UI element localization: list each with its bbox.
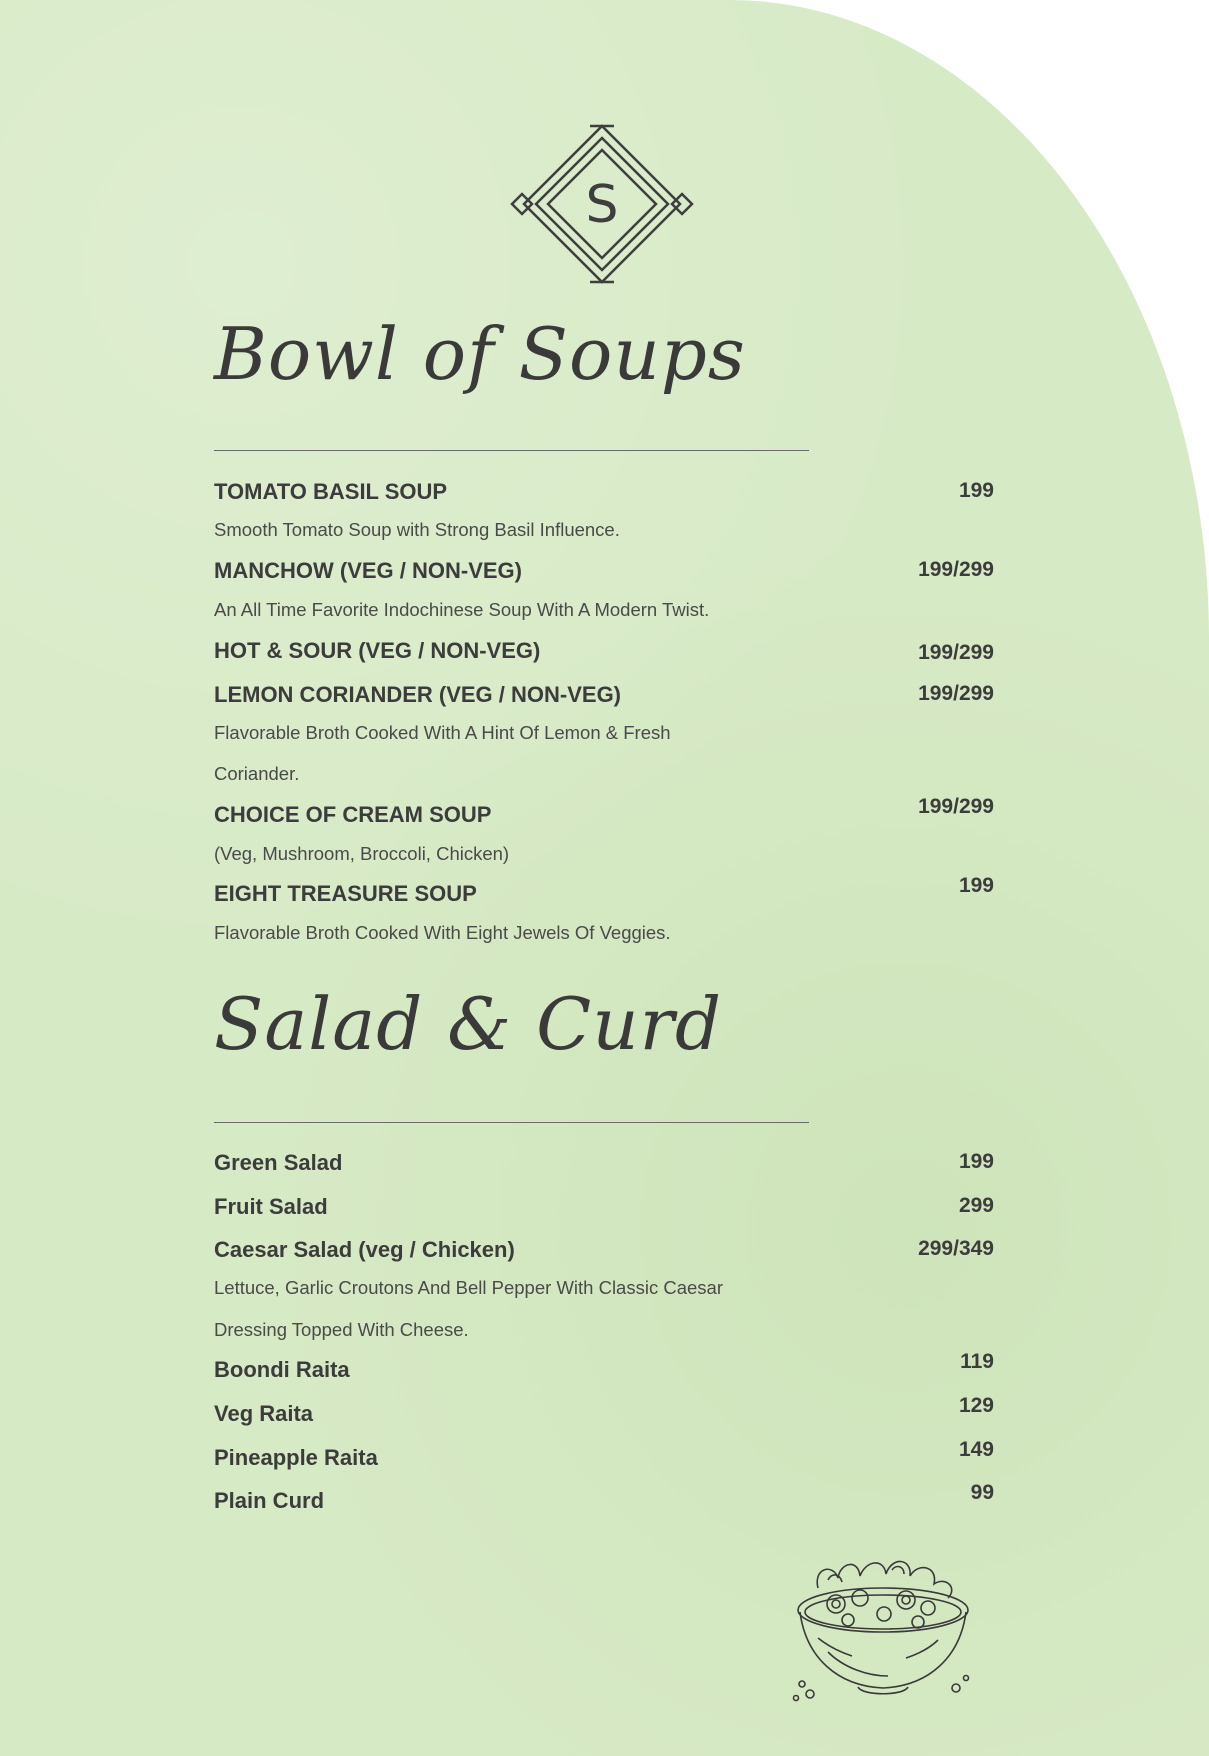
item-price: 199 <box>958 479 994 502</box>
item-description: Coriander. <box>214 763 300 784</box>
item-description: Dressing Topped With Cheese. <box>214 1319 469 1340</box>
item-name: Boondi Raita <box>214 1357 350 1382</box>
item-price: 199 <box>958 874 994 897</box>
item-description: An All Time Favorite Indochinese Soup With A Modern Twist. <box>214 599 710 620</box>
item-price: 299/349 <box>918 1237 994 1260</box>
item-name: EIGHT TREASURE SOUP <box>214 881 477 906</box>
soups-divider <box>214 450 809 451</box>
item-price: 99 <box>970 1481 994 1504</box>
salad-divider <box>214 1122 809 1123</box>
item-name: Pineapple Raita <box>214 1445 378 1470</box>
item-price: 199 <box>958 1150 994 1173</box>
item-price: 199/299 <box>918 682 994 705</box>
item-name: Veg Raita <box>214 1401 314 1426</box>
item-name: Caesar Salad (veg / Chicken) <box>214 1237 515 1262</box>
item-name: LEMON CORIANDER (VEG / NON-VEG) <box>214 682 622 707</box>
item-description: Flavorable Broth Cooked With A Hint Of Lemon & Fresh <box>214 722 671 743</box>
item-price: 119 <box>960 1350 994 1373</box>
item-price: 199/299 <box>918 641 994 664</box>
salad-bowl-illustration <box>788 1528 978 1706</box>
item-name: Plain Curd <box>214 1488 325 1513</box>
logo-letter: S <box>585 175 619 235</box>
item-price: 129 <box>958 1394 994 1417</box>
item-name: MANCHOW (VEG / NON-VEG) <box>214 558 522 583</box>
item-description: Lettuce, Garlic Croutons And Bell Pepper With Classic Caesar <box>214 1277 723 1298</box>
diamond-monogram-logo <box>502 124 702 284</box>
item-price: 199/299 <box>918 558 994 581</box>
item-description: Smooth Tomato Soup with Strong Basil Influence. <box>214 519 620 540</box>
item-price: 199/299 <box>918 795 994 818</box>
salad-section-title: Salad & Curd <box>214 982 723 1066</box>
item-name: Green Salad <box>214 1150 343 1175</box>
item-price: 149 <box>958 1438 994 1461</box>
item-name: CHOICE OF CREAM SOUP <box>214 802 492 827</box>
item-name: TOMATO BASIL SOUP <box>214 479 448 504</box>
item-name: HOT & SOUR (VEG / NON-VEG) <box>214 638 541 663</box>
soups-section-title: Bowl of Soups <box>214 312 746 396</box>
item-price: 299 <box>958 1194 994 1217</box>
item-description: (Veg, Mushroom, Broccoli, Chicken) <box>214 843 510 864</box>
item-name: Fruit Salad <box>214 1194 328 1219</box>
item-description: Flavorable Broth Cooked With Eight Jewels Of Veggies. <box>214 922 671 943</box>
